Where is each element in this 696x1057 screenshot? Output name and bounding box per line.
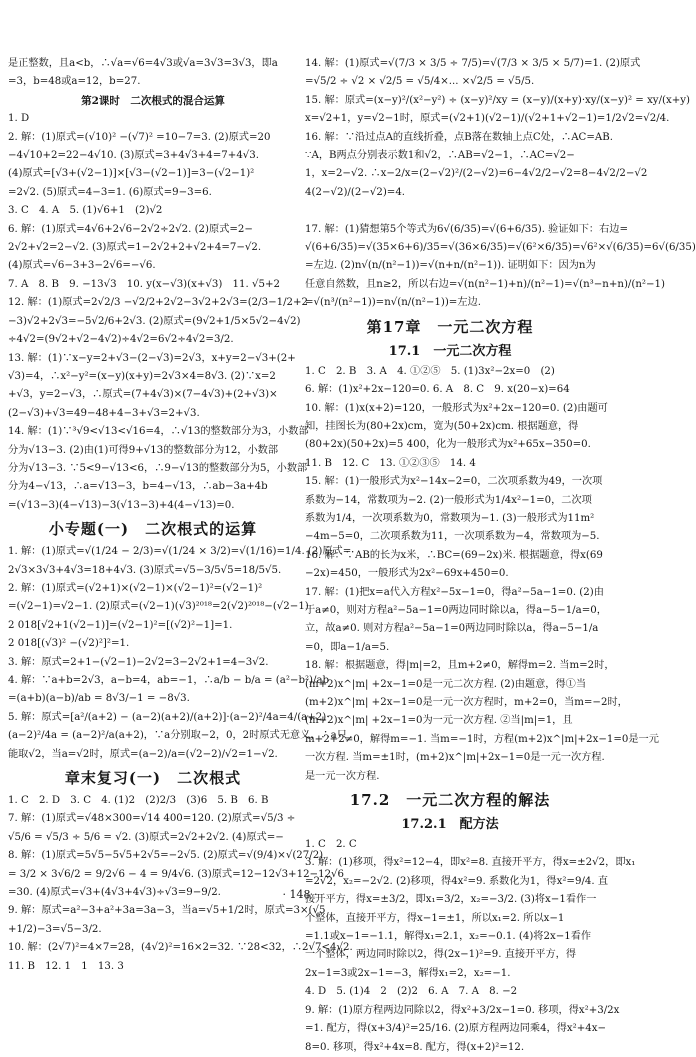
answer-line: √(6+6/35)=√(35×6+6)/35=√(36×6/35)=√(6²×6/35)=√6²×√(6/35)=6√(6/35) — [305, 242, 696, 254]
answer-line: =0，即a−1/a=5. — [305, 641, 390, 653]
answer-line: 16. 解：∵沿过点A的直线折叠，点B落在数轴上点C处，∴AC=AB. — [305, 131, 613, 143]
answer-line: 6. 解：(1)x²+2x−120=0. 6. A 8. C 9. x(20−x)=64 — [305, 384, 570, 396]
answer-line: 1. C 2. B 3. A 4. ①②⑤ 5. (1)3x²−2x=0 (2) — [305, 365, 555, 377]
answer-line: 分为4−√13，∴a=√13−3，b=4−√13，∴ab−3a+4b — [8, 481, 268, 493]
answer-line: 2. 解：(1)原式=(√10)² −(√7)² =10−7=3. (2)原式=20 — [8, 131, 271, 143]
answer-line: = 3/2 × 3√6/2 = 9/2√6 − 4 = 9/4√6. (3)原式=12−12√3+12−12√6 — [8, 868, 345, 880]
answer-line — [305, 202, 595, 220]
answer-line: 1. 解：(1)原式=√(1/24 − 2/3)=√(1/24 × 3/2)=√(1/16)=1/4. (2)原式= — [8, 546, 352, 558]
answer-line: 是正整数，且a<b，∴√a=√6=4√3或√a=3√3=3√3，即a — [8, 58, 278, 69]
answer-line: 11. B 12. 1 1 13. 3 — [8, 960, 124, 972]
answer-line: −4√10+2=22−4√10. (3)原式=3+4√3+4=7+4√3. — [8, 150, 260, 162]
answer-line: m+2+2≠0，解得m=−1. 当m=−1时，方程(m+2)x^|m|+2x−1=0是一元 — [305, 733, 659, 745]
answer-line: (m+2)x^|m| +2x−1=0是一元二次方程. (2)由题意，得①当 — [305, 678, 587, 690]
answer-line: 能取√2，当a=√2时，原式=(a−2)/a=(√2−2)/√2=1−√2. — [8, 748, 278, 760]
answer-line: 2 018[√2+1(√2−1)]=(√2−1)²=[(√2)²−1]=1. — [8, 619, 233, 631]
answer-line: =√5/2 ÷ √2 × √2/5 = √5/4×... ×√2/5 = √5/5. — [305, 76, 535, 88]
answer-line: 1. C 2. C — [305, 839, 357, 851]
answer-line: 系数为1/4，一次项系数为0，常数项为−1. (3)一般形式为11m² — [305, 512, 595, 524]
answer-line: =√(n³/(n²−1))=n√(n/(n²−1))=左边. — [305, 297, 481, 309]
subsection-heading: 17.1 一元二次方程 — [388, 343, 512, 359]
answer-line: 3. 解：原式=2+1−(√2−1)−2√2=3−2√2+1=4−3√2. — [8, 656, 269, 668]
answer-line: (m+2)x^|m| +2x−1=0为一元一次方程. ②当|m|=1，且 — [305, 715, 573, 727]
answer-line: −4m−5=0，二次项系数为11，一次项系数为−4，常数项为−5. — [305, 531, 600, 543]
answer-line: =1.1或x−1=−1.1，解得x₁=2.1，x₂=−0.1. (4)将2x−1看作 — [305, 931, 592, 943]
answer-line: =1. 配方，得(x+3/4)²=25/16. (2)原方程两边同乘4，得x²+4x− — [305, 1023, 607, 1035]
answer-line: 4(2−√2)/(2−√2)=4. — [305, 186, 406, 198]
answer-line: 9. 解：(1)原方程两边同除以2，得x²+3/2x−1=0. 移项，得x²+3/2x — [305, 1004, 620, 1016]
answer-line: 8. 解：(1)原式=5√5−5√5+2√5=−2√5. (2)原式=√(9/4)×√(27/2) — [8, 850, 324, 862]
answer-line: (4)原式=√6−3+3−2√6=−√6. — [8, 260, 156, 272]
answer-line: 12. 解：(1)原式=2√2/3 −√2/2+2√2−3√2+2√3=(2/3−1/2+2 — [8, 297, 309, 309]
answer-line: =3，b=48或a=12，b=27. — [8, 76, 141, 88]
answer-line: =(√2−1)=√2−1. (2)原式=(√2−1)(√3)²⁰¹⁸=2(√2)²⁰¹⁸−(√2−1) — [8, 601, 309, 613]
answer-line: 2√2+√2=2−√2. (3)原式=1−2√2+2+√2+4=7−√2. — [8, 242, 262, 254]
answer-line: (2−√3)+√3=49−48+4−3+√3=2+√3. — [8, 407, 200, 419]
answer-line: 2√3×3√3+4√3=18+4√3. (3)原式=√5−3/5√5=18/5√5. — [8, 564, 282, 576]
answer-line: 接开平方，得x=±3/2，即x₁=3/2，x₂=−3/2. (3)将x−1看作一 — [305, 894, 597, 906]
answer-line: 15. 解：(1)一般形式为x²−14x−2=0，二次项系数为49，一次项 — [305, 476, 603, 488]
answer-line: 18. 解：根据题意，得|m|=2，且m+2≠0，解得m=2. 当m=2时， — [305, 660, 615, 672]
answer-line: 4. D 5. (1)4 2 (2)2 6. A 7. A 8. −2 — [305, 986, 518, 998]
answer-line: 3. C 4. A 5. (1)√6+1 (2)√2 — [8, 205, 163, 217]
answer-line: 10. 解：(2√7)²=4×7=28，(4√2)²=16×2=32. ∵28<32，∴2√7<4√2. — [8, 942, 353, 954]
answer-line: ÷4√2=(9√2+√2−4√2)÷4√2=6√2÷4√2=3/2. — [8, 334, 234, 346]
answer-line: 分为√13−3. ∵5<9−√13<6，∴9−√13的整数部分为5，小数部 — [8, 462, 308, 474]
answer-line: +1/2)−3=√5−3/2. — [8, 923, 102, 935]
answer-line: =2√2. (5)原式=4−3=1. (6)原式=9−3=6. — [8, 186, 212, 198]
answer-line: 17. 解：(1)猜想第5个等式为6√(6/35)=√(6+6/35). 验证如下：右边= — [305, 223, 629, 235]
answer-line: =(a+b)(a−b)/ab = 8√3/−1 = −8√3. — [8, 693, 190, 705]
answer-line: 1. D — [8, 113, 30, 125]
answer-line: 1，x=2−√2. ∴x−2/x=(2−√2)²/(2−√2)=6−4√2/2−√2=8−4√2/2−√2 — [305, 168, 648, 180]
answer-line: (80+2x)(50+2x)=5 400，化为一般形式为x²+65x−350=0. — [305, 439, 591, 451]
page-number: · 148 · — [282, 888, 318, 901]
answer-line: 4. 解：∵a+b=2√3，a−b=4，ab=−1，∴a/b − b/a = (a²−b²)/ab — [8, 675, 330, 686]
answer-line: x=√2+1，y=√2−1时，原式=(√2+1)(√2−1)/(√2+1+√2−1)=1/2√2=√2/4. — [305, 113, 670, 125]
answer-line: 立，故a≠0. 则对方程a²−5a−1=0两边同时除以a，得a−5−1/a — [305, 623, 599, 635]
answer-line: 10. 解：(1)x(x+2)=120，一般形式为x²+2x−120=0. (2)由题可 — [305, 402, 608, 414]
answer-line: 一个整体，两边同时除以2，得(2x−1)²=9. 直接开平方，得 — [305, 949, 577, 961]
answer-line: 2. 解：(1)原式=(√2+1)×(√2−1)×(√2−1)²=(√2−1)² — [8, 582, 263, 594]
answer-line: 13. 解：(1)∵x−y=2+√3−(2−√3)=2√3，x+y=2−√3+(2+ — [8, 352, 296, 364]
answer-line: 2 018[(√3)² −(√2)²]²=1. — [8, 638, 130, 650]
answer-line: =30. (4)原式=√3+(4√3+4√3)÷√3=9−9/2. — [8, 887, 221, 899]
right-column — [305, 55, 696, 1053]
answer-line: (4)原式=[√3+(√2−1)]×[√3−(√2−1)]=3−(√2−1)² — [8, 168, 255, 180]
answer-line: 17. 解：(1)把x=a代入方程x²−5x−1=0，得a²−5a−1=0. (2)由 — [305, 586, 604, 598]
answer-line: 2x−1=3或2x−1=−3，解得x₁=2，x₂=−1. — [305, 967, 511, 979]
answer-line: 3. 解：(1)移项，得x²=12−4，即x²=8. 直接开平方，得x=±2√2，即x₁ — [305, 857, 636, 869]
answer-line: √3)=4，∴x²−y²=(x−y)(x+y)=2√3×4=8√3. (2)∵x=2 — [8, 370, 276, 382]
section-heading: 第2课时 二次根式的混合运算 — [81, 94, 225, 107]
answer-line: −2x)=450，一般形式为2x²−69x+450=0. — [305, 568, 509, 580]
chapter-heading: 第17章 一元二次方程 — [366, 317, 534, 336]
subsection-heading: 17.2.1 配方法 — [401, 817, 499, 833]
answer-line: 1. C 2. D 3. C 4. (1)2 (2)2/3 (3)6 5. B 6. B — [8, 795, 269, 807]
answer-line: 任意自然数，且n≥2，所以右边=√(n(n²−1)+n)/(n²−1)=√(n³−n+n)/(n²−1) — [305, 278, 665, 290]
answer-line: 15. 解：原式=(x−y)²/(x²−y²) ÷ (x−y)²/xy = (x−y)/(x+y)·xy/(x−y)² = xy/(x+y) — [305, 94, 690, 106]
answer-line: 知，挂图长为(80+2x)cm，宽为(50+2x)cm. 根据题意，得 — [305, 420, 579, 432]
answer-line: 是一元一次方程. — [305, 770, 380, 782]
chapter-heading: 小专题(一) 二次根式的运算 — [48, 520, 258, 539]
answer-line: 分为√13−3. (2)由(1)可得9+√13的整数部分为12，小数部 — [8, 444, 279, 456]
answer-line: 16. 解：∵AB的长为x米，∴BC=(69−2x)米. 根据题意，得x(69 — [305, 549, 603, 561]
chapter-heading: 章末复习(一) 二次根式 — [64, 769, 242, 788]
answer-line: ∵A，B两点分别表示数1和√2，∴AB=√2−1，∴AC=√2− — [305, 150, 575, 162]
chapter-heading: 17.2 一元二次方程的解法 — [349, 791, 551, 810]
answer-line: √5/6 = √5/3 ÷ 5/6 = √2. (3)原式=2√2+2√2. (4)原式=− — [8, 831, 284, 843]
answer-line: −3)√2+2√3=−5√2/6+2√3. (2)原式=(9√2+1/5×5√2−4√2) — [8, 315, 301, 327]
answer-line: 7. A 8. B 9. −13√3 10. y(x−√3)(x+√3) 11. √5+2 — [8, 278, 280, 290]
answer-line: 系数为−14，常数项为−2. (2)一般形式为1/4x²−1=0，二次项 — [305, 494, 592, 506]
answer-line: 14. 解：(1)原式=√(7/3 × 3/5 ÷ 7/5)=√(7/3 × 3/5 × 5/7)=1. (2)原式 — [305, 58, 641, 69]
answer-line: 14. 解：(1)∵³√9<√13<√16=4，∴√13的整数部分为3，小数部 — [8, 426, 309, 438]
answer-line: =(√13−3)(4−√13)−3(√13−3)+4(4−√13)=0. — [8, 499, 235, 511]
answer-line: =左边. (2)n√(n/(n²−1))=√(n+n/(n²−1)). 证明如下：因为n为 — [305, 260, 596, 272]
answer-line: =2√2，x₂=−2√2. (2)移项，得4x²=9. 系数化为1，得x²=9/4. 直 — [305, 875, 609, 887]
answer-line: 于a≠0，则对方程a²−5a−1=0两边同时除以a，得a−5−1/a=0， — [305, 604, 607, 616]
answer-line: 5. 解：原式=[a²/(a+2) − (a−2)(a+2)/(a+2)]·(a−2)²/4a=4/(a+2)· — [8, 711, 330, 723]
answer-line: 9. 解：原式=a²−3+a²+3a=3a−3，当a=√5+1/2时，原式=3×(√5 — [8, 905, 326, 917]
answer-line: (a−2)²/4a = (a−2)²/a(a+2)，∵a分别取−2，0，2时原式无意义，∴a只 — [8, 730, 347, 742]
answer-line: 个整体，直接开平方，得x−1=±1，所以x₁=2. 所以x−1 — [305, 912, 565, 924]
answer-line: (m+2)x^|m| +2x−1=0是一元一次方程时，m+2=0，当m=−2时， — [305, 697, 628, 708]
answer-line: 11. B 12. C 13. ①②③⑤ 14. 4 — [305, 457, 476, 469]
answer-line: 7. 解：(1)原式=√48×300=√14 400=120. (2)原式=√5/3 ÷ — [8, 813, 296, 825]
answer-line: 8=0. 移项，得x²+4x=8. 配方，得(x+2)²=12. — [305, 1041, 525, 1053]
answer-line: 6. 解：(1)原式=4√6+2√6−2√2÷2√2. (2)原式=2− — [8, 223, 253, 235]
answer-line: +√3，y=2−√3，∴原式=(7+4√3)×(7−4√3)+(2+√3)× — [8, 389, 278, 401]
answer-line: 一次方程. 当m=±1时，(m+2)x^|m|+2x−1=0是一元一次方程. — [305, 752, 605, 764]
